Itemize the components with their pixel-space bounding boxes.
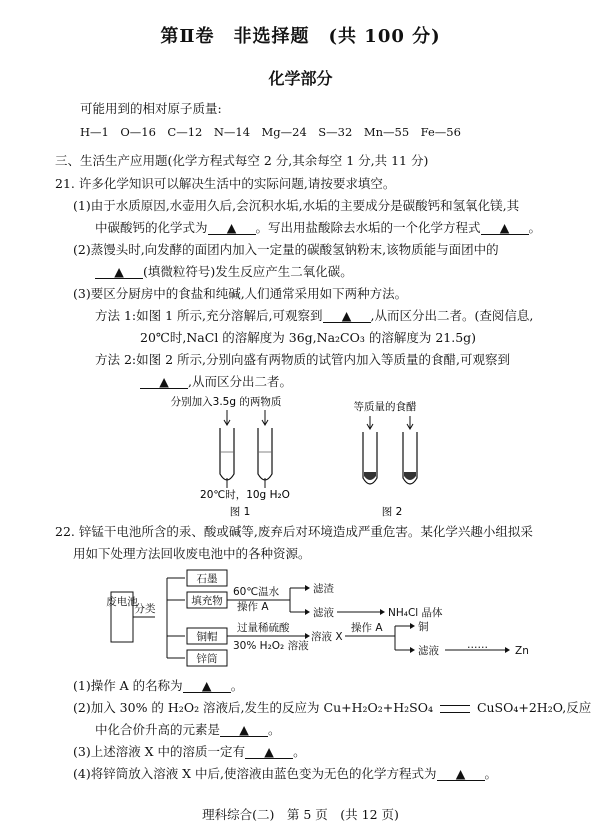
q21-method2-text: ,从而区分出二者。 xyxy=(188,374,292,389)
q21-part1-text-b: 。写出用盐酸除去水垢的一个化学方程式 xyxy=(255,220,481,235)
arrow-right-icon xyxy=(410,647,415,653)
q22-sub4 xyxy=(73,766,497,782)
q22-sub3-text: (3)上述溶液 X 中的溶质一定有 xyxy=(73,744,246,759)
classify-label: 分类 xyxy=(134,603,156,615)
q21-part1-text-a: 中碳酸钙的化学式为 xyxy=(95,220,208,235)
solution-x-label: 溶液 X xyxy=(311,631,343,643)
q21-method1-line1 xyxy=(95,308,533,324)
q21-method2-line2 xyxy=(140,374,292,390)
q22-sub2-end: 。 xyxy=(268,722,281,737)
filler-label: 填充物 xyxy=(191,595,223,607)
copper-label: 铜 xyxy=(418,621,429,633)
fig2-top-label: 等质量的食醋 xyxy=(353,401,417,413)
q22-sub2-text-c: 中化合价升高的元素是 xyxy=(95,722,221,737)
section-subtitle: 化学部分 xyxy=(268,69,333,88)
battery-label: 废电池 xyxy=(106,596,138,608)
arrow-right-icon xyxy=(505,647,510,653)
q22-sub4-end: 。 xyxy=(484,766,498,781)
q22-sub2-line1 xyxy=(73,700,591,716)
zinc-shell-label: 锌筒 xyxy=(196,653,218,665)
page-footer: 理科综合(二) 第 5 页 (共 12 页) xyxy=(202,807,399,822)
nh4cl-label: NH₄Cl 晶体 xyxy=(388,607,443,619)
q21-part3-line1: (3)要区分厨房中的食盐和纯碱,人们通常采用如下两种方法。 xyxy=(73,286,408,301)
answer-blank[interactable]: ▲ xyxy=(140,375,188,389)
arrow-right-icon xyxy=(305,633,310,639)
answer-blank[interactable]: ▲ xyxy=(183,679,231,693)
q22-sub3-end: 。 xyxy=(293,744,306,759)
recycling-flowchart xyxy=(105,562,545,674)
fig2-caption: 图 2 xyxy=(381,506,403,518)
operation-a-label-2: 操作 A xyxy=(351,622,383,634)
q22-sub1-text: (1)操作 A 的名称为 xyxy=(73,678,183,693)
answer-blank[interactable]: ▲ xyxy=(437,767,485,781)
q21-part2-line2 xyxy=(95,264,353,280)
q21-method2-line1: 方法 2:如图 2 所示,分别向盛有两物质的试管内加入等质量的食醋,可观察到 xyxy=(95,352,510,367)
q22-sub2-text-b: CuSO₄+2H₂O,反应 xyxy=(476,700,592,715)
arrow-right-icon xyxy=(305,585,310,591)
zinc-label: Zn xyxy=(515,645,529,657)
test-tube-2 xyxy=(258,428,272,480)
q22-sub2-text-a: (2)加入 30% 的 H₂O₂ 溶液后,发生的反应为 Cu+H₂O₂+H₂SO₄ xyxy=(73,700,433,715)
q21-part2-text: (填微粒符号)发生反应产生二氧化碳。 xyxy=(143,264,353,279)
warm-water-label: 60℃温水 xyxy=(233,586,280,598)
answer-blank[interactable]: ▲ xyxy=(481,221,529,235)
answer-blank[interactable]: ▲ xyxy=(323,309,371,323)
page-title: 第Ⅱ卷 非选择题 (共 100 分) xyxy=(160,26,441,47)
q21-part1-text-c: 。 xyxy=(528,220,542,235)
arrow-right-icon xyxy=(305,609,310,615)
atomic-mass-values: H—1 O—16 C—12 N—14 Mg—24 S—32 Mn—55 Fe—56 xyxy=(80,125,461,139)
filtrate-label-1: 滤液 xyxy=(313,607,334,619)
test-tube-1 xyxy=(220,428,234,480)
answer-blank[interactable]: ▲ xyxy=(245,745,293,759)
q21-intro: 21. 许多化学知识可以解决生活中的实际问题,请按要求填空。 xyxy=(55,176,396,191)
arrow-right-icon xyxy=(410,623,415,629)
equals-sign-icon xyxy=(440,705,470,713)
q22-line1: 22. 锌锰干电池所含的汞、酸或碱等,废弃后对环境造成严重危害。某化学兴趣小组拟采 xyxy=(55,524,533,539)
q22-line2: 用如下处理方法回收废电池中的各种资源。 xyxy=(73,546,311,561)
filtrate-label-2: 滤液 xyxy=(418,645,439,657)
test-tube-figures xyxy=(170,392,440,520)
fig1-caption: 图 1 xyxy=(229,506,251,518)
dilute-acid-label: 过量稀硫酸 xyxy=(237,622,290,634)
q21-part2-line1: (2)蒸馒头时,向发酵的面团内加入一定量的碳酸氢钠粉末,该物质能与面团中的 xyxy=(73,242,499,257)
q22-sub1 xyxy=(73,678,243,694)
arrow-right-icon xyxy=(380,609,385,615)
graphite-label: 石墨 xyxy=(196,573,218,585)
solid-sample xyxy=(364,472,376,480)
q22-sub2-line2 xyxy=(95,722,281,738)
q21-part1-line2 xyxy=(95,220,541,236)
residue-label: 滤渣 xyxy=(313,583,334,595)
h2o2-label: 30% H₂O₂ 溶液 xyxy=(233,640,309,652)
q22-sub3 xyxy=(73,744,306,760)
ellipsis-label: …… xyxy=(467,639,488,651)
q21-method1-text-b: ,从而区分出二者。(查阅信息, xyxy=(370,308,534,323)
atomic-mass-label: 可能用到的相对原子质量: xyxy=(80,101,222,116)
q21-part1-line1: (1)由于水质原因,水壶用久后,会沉积水垢,水垢的主要成分是碳酸钙和氢氧化镁,其 xyxy=(73,198,520,213)
solid-sample xyxy=(404,472,416,480)
answer-blank[interactable]: ▲ xyxy=(208,221,256,235)
fig1-top-label: 分别加入3.5g 的两物质 xyxy=(170,396,282,408)
operation-a-label-1: 操作 A xyxy=(237,601,269,613)
answer-blank[interactable]: ▲ xyxy=(220,723,268,737)
fig1-bottom-label: 20℃时，10g H₂O xyxy=(200,489,290,501)
q22-sub4-text: (4)将锌筒放入溶液 X 中后,使溶液由蓝色变为无色的化学方程式为 xyxy=(73,766,437,781)
answer-blank[interactable]: ▲ xyxy=(95,265,143,279)
section-heading: 三、生活生产应用题(化学方程式每空 2 分,其余每空 1 分,共 11 分) xyxy=(55,153,429,168)
copper-cap-label: 铜帽 xyxy=(196,631,218,643)
q22-sub1-end: 。 xyxy=(230,678,244,693)
q21-method1-text-a: 方法 1:如图 1 所示,充分溶解后,可观察到 xyxy=(95,308,323,323)
q21-method1-line2: 20℃时,NaCl 的溶解度为 36g,Na₂CO₃ 的溶解度为 21.5g) xyxy=(140,330,477,345)
